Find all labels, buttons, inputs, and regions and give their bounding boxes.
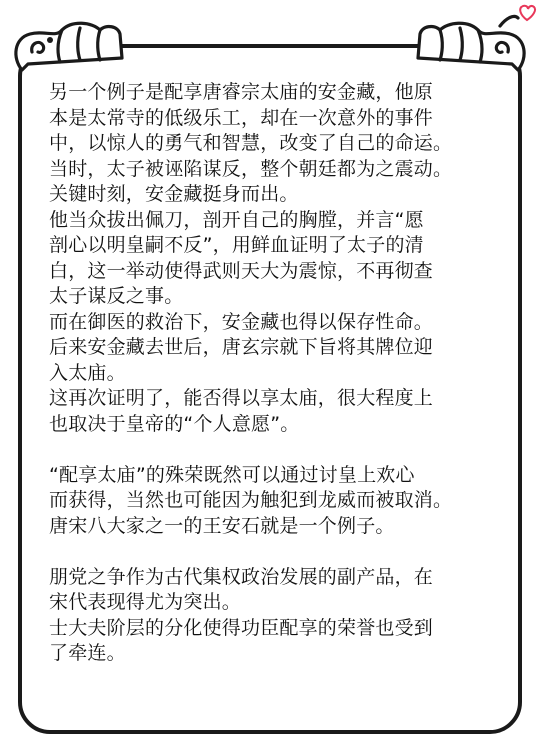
text-line: 当时，太子被诬陷谋反，整个朝廷都为之震动。 bbox=[49, 157, 453, 180]
text-line: 关键时刻，安金藏挺身而出。 bbox=[49, 183, 299, 205]
text-line: 后来安金藏去世后，唐玄宗就下旨将其牌位迎 bbox=[49, 336, 434, 358]
paragraph-honor bbox=[49, 463, 509, 540]
heart-icon bbox=[520, 6, 535, 20]
paragraph-anjincang bbox=[49, 80, 509, 437]
text-line: 也取决于皇帝的“个人意愿”。 bbox=[49, 412, 300, 435]
text-line: 唐宋八大家之一的王安石就是一个例子。 bbox=[49, 514, 395, 537]
text-line: 这再次证明了，能否得以享太庙，很大程度上 bbox=[49, 387, 434, 409]
text-line: 入太庙。 bbox=[49, 361, 126, 384]
text-line: 另一个例子是配享唐睿宗太庙的安金藏，他原 bbox=[49, 81, 434, 103]
text-line: 士大夫阶层的分化使得功臣配享的荣誉也受到 bbox=[49, 616, 434, 639]
text-line: 白，这一举动使得武则天大为震惊，不再彻查 bbox=[49, 259, 434, 282]
text-line: 他当众拔出佩刀，剖开自己的胸膛，并言“愿 bbox=[49, 208, 424, 231]
text-line: 而获得，当然也可能因为触犯到龙威而被取消。 bbox=[49, 489, 453, 511]
paragraph-factions bbox=[49, 565, 509, 667]
paragraph-gap bbox=[49, 437, 509, 463]
text-line: 而在御医的救治下，安金藏也得以保存性命。 bbox=[49, 310, 434, 333]
text-line: 剖心以明皇嗣不反”，用鲜血证明了太子的清 bbox=[49, 234, 424, 256]
article-text bbox=[49, 80, 509, 667]
text-line: 朋党之争作为古代集权政治发展的副产品，在 bbox=[49, 565, 434, 588]
text-line: “配享太庙”的殊荣既然可以通过讨皇上欢心 bbox=[49, 463, 415, 486]
paragraph-gap bbox=[49, 539, 509, 565]
text-line: 了牵连。 bbox=[49, 642, 126, 664]
text-line: 本是太常寺的低级乐工，却在一次意外的事件 bbox=[49, 106, 434, 129]
text-line: 中，以惊人的勇气和智慧，改变了自己的命运。 bbox=[49, 132, 453, 154]
text-line: 宋代表现得尤为突出。 bbox=[49, 591, 242, 613]
text-line: 太子谋反之事。 bbox=[49, 285, 184, 307]
